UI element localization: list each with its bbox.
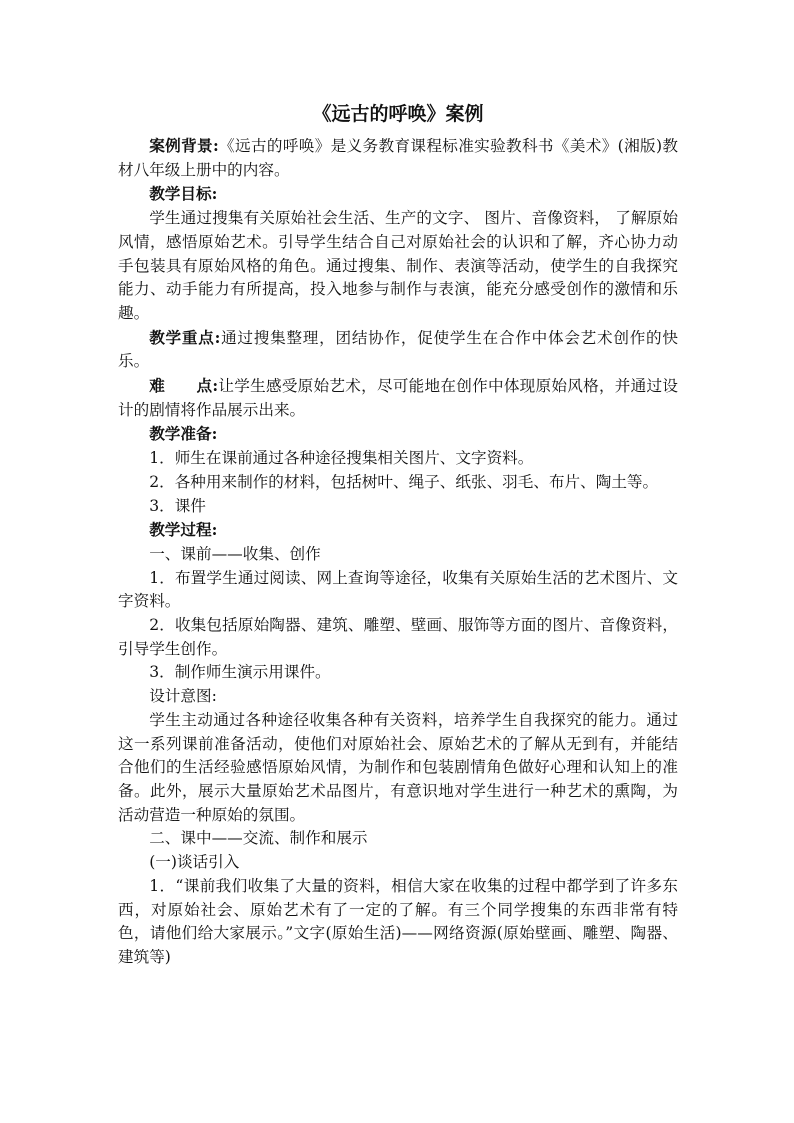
design-intent-label: 设计意图: [149,687,217,706]
preparation-item-3: 3．课件 [149,496,206,515]
stage2-item-1: 1．“课前我们收集了大量的资料，相信大家在收集的过程中都学到了许多东西，对原始社会、原始艺术有了一定的了解。有三个同学搜集的东西非常有特色，请他们给大家展示。”文字(原始生活)——网络资源(原始壁画、雕塑、陶器、建筑等) [118,876,678,966]
objectives-label: 教学目标: [149,184,218,204]
difficulties-label-b: 点: [196,376,219,396]
document-page [118,100,678,970]
design-intent-text: 学生主动通过各种途径收集各种有关资料，培养学生自我探究的能力。通过这一系列课前准备活动，使他们对原始社会、原始艺术的了解从无到有，并能结合他们的生活经验感悟原始风情，为制作和包装剧情角色做好心理和认知上的准备。此外，展示大量原始艺术品图片，有意识地对学生进行一种艺术的熏陶，为活动营造一种原始的氛围。 [118,710,678,824]
stage1-item-2: 2．收集包括原始陶器、建筑、雕塑、壁画、服饰等方面的图片、音像资料，引导学生创作。 [118,616,678,658]
preparation-label: 教学准备: [149,424,218,444]
difficulties [118,374,678,422]
process-label: 教学过程: [149,520,218,540]
preparation-item-1: 1．师生在课前通过各种途径搜集相关图片、文字资料。 [149,449,534,468]
stage1-heading: 一、课前——收集、创作 [149,544,321,563]
stage1-item-3: 3．制作师生演示用课件。 [149,663,331,682]
stage2-heading: 二、课中——交流、制作和展示 [149,829,368,848]
difficulties-text: 让学生感受原始艺术，尽可能地在创作中体现原始风格，并通过设计的剧情将作品展示出来。 [118,377,678,419]
stage1-item-1: 1．布置学生通过阅读、网上查询等途径，收集有关原始生活的艺术图片、文字资料。 [118,568,678,611]
key-points-text: 通过搜集整理，团结协作，促使学生在合作中体会艺术创作的快乐。 [118,328,678,371]
difficulties-label-a: 难 [149,376,166,396]
case-background [118,134,678,182]
document-title: 《远古的呼唤》案例 [312,103,484,125]
case-background-text: 《远古的呼唤》是义务教育课程标准实验教科书《美术》(湘版)教材八年级上册中的内容。 [118,137,678,179]
objectives-text: 学生通过搜集有关原始社会生活、生产的文字、 图片、音像资料， 了解原始风情，感悟原始艺术。引导学生结合自己对原始社会的认识和了解，齐心协力动手包装具有原始风格的角色。通过搜集、制作、表演等活动，使学生的自我探究能力、动手能力有所提高，投入地参与制作与表演，能充分感受创作的激情和乐趣。 [118,209,678,322]
stage2-sub1: (一)谈话引入 [149,853,240,872]
case-background-label: 案例背景: [149,136,219,155]
preparation-item-2: 2．各种用来制作的材料，包括树叶、绳子、纸张、羽毛、布片、陶土等。 [149,472,659,491]
key-points-label: 教学重点: [149,327,221,347]
key-points [118,326,678,374]
